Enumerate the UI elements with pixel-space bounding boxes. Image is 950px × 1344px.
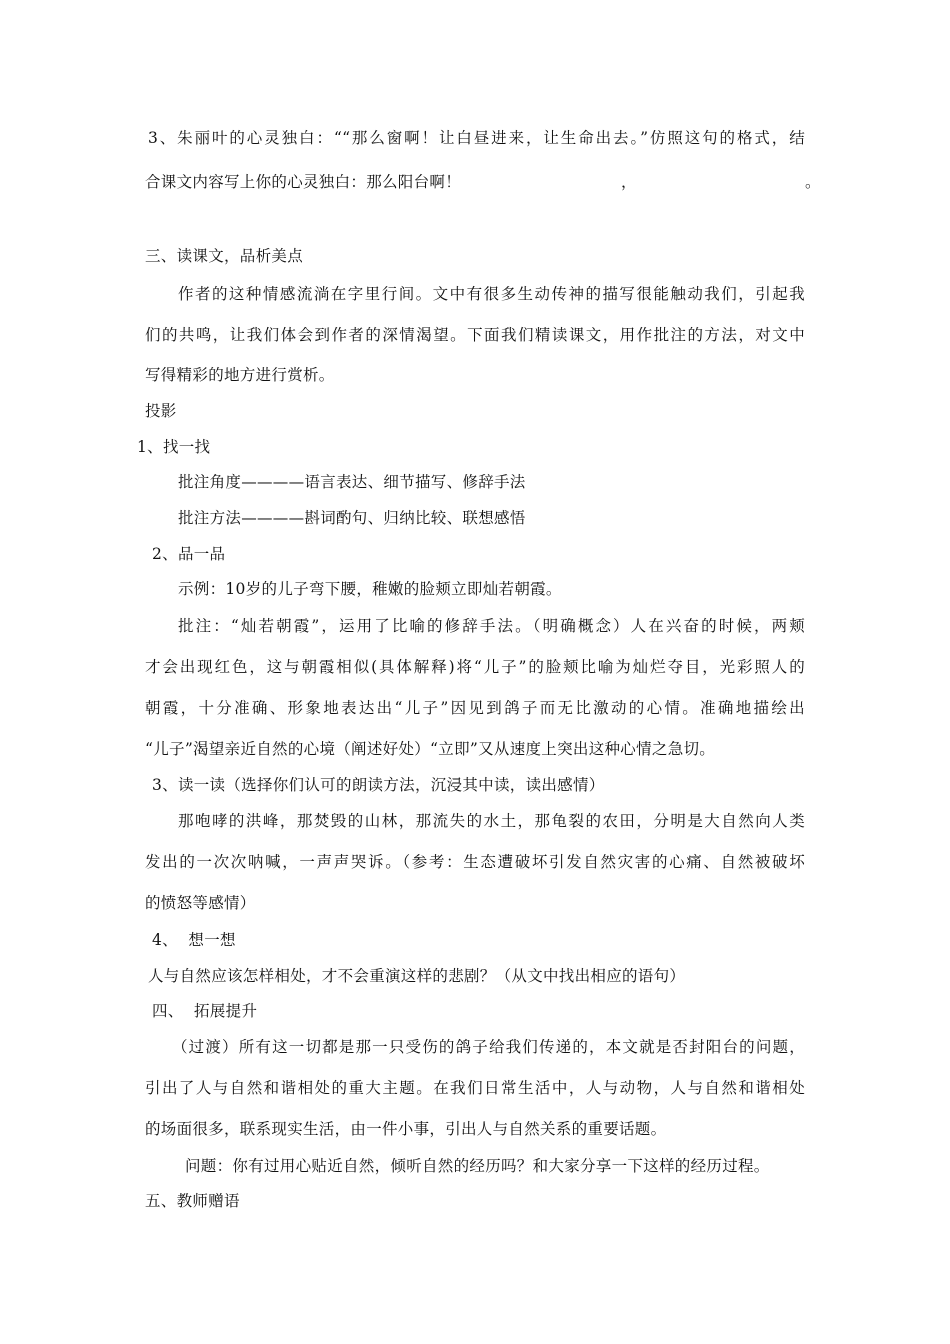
taste-annotation-line-4: “儿子”渴望亲近自然的心境（阐述好处）“立即”又从速度上突出这种心情之急切。 <box>145 740 716 758</box>
read-text-line-3: 的愤怒等感情） <box>145 894 256 912</box>
annotation-angle: 批注角度————语言表达、细节描写、修辞手法 <box>178 473 526 491</box>
question-3-line-1: 3、朱丽叶的心灵独白：““那么窗啊！让白昼进来，让生命出去。”仿照这句的格式，结 <box>148 129 805 147</box>
taste-example: 示例：10岁的儿子弯下腰，稚嫩的脸颊立即灿若朝霞。 <box>178 580 562 598</box>
section-four-line-2: 引出了人与自然和谐相处的重大主题。在我们日常生活中，人与动物，人与自然和谐相处 <box>145 1079 805 1097</box>
section-four-heading: 四、 拓展提升 <box>152 1002 258 1020</box>
question-3-line-2: 合课文内容写上你的心灵独白：那么阳台啊！ <box>145 173 462 191</box>
find-title: 1、找一找 <box>137 438 211 456</box>
question-3-period: 。 <box>805 173 821 191</box>
section-four-question: 问题：你有过用心贴近自然，倾听自然的经历吗？和大家分享一下这样的经历过程。 <box>185 1157 770 1175</box>
annotation-method: 批注方法————斟词酌句、归纳比较、联想感悟 <box>178 509 526 527</box>
intro-line-3: 写得精彩的地方进行赏析。 <box>145 366 335 384</box>
intro-line-2: 们的共鸣，让我们体会到作者的深情渴望。下面我们精读课文，用作批注的方法，对文中 <box>145 326 805 344</box>
taste-annotation-line-1: 批注：“灿若朝霞”，运用了比喻的修辞手法。（明确概念）人在兴奋的时候，两颊 <box>178 617 805 635</box>
think-title: 4、 想一想 <box>152 931 236 949</box>
question-3-comma: ， <box>621 173 637 191</box>
intro-line-1: 作者的这种情感流淌在字里行间。文中有很多生动传神的描写很能触动我们，引起我 <box>178 285 805 303</box>
read-text-line-2: 发出的一次次呐喊，一声声哭诉。（参考：生态遭破坏引发自然灾害的心痛、自然被破坏 <box>145 853 805 871</box>
taste-annotation-line-3: 朝霞，十分准确、形象地表达出“儿子”因见到鸽子而无比激动的心情。准确地描绘出 <box>145 699 805 717</box>
section-five-heading: 五、教师赠语 <box>145 1192 240 1210</box>
read-title: 3、读一读（选择你们认可的朗读方法，沉浸其中读，读出感情） <box>152 776 605 794</box>
projection-label: 投影 <box>145 402 177 420</box>
read-text-line-1: 那咆哮的洪峰，那焚毁的山林，那流失的水土，那龟裂的农田，分明是大自然向人类 <box>178 812 805 830</box>
section-three-heading: 三、读课文，品析美点 <box>145 247 304 265</box>
taste-annotation-line-2: 才会出现红色，这与朝霞相似(具体解释)将“儿子”的脸颊比喻为灿烂夺目，光彩照人的 <box>145 658 805 676</box>
taste-title: 2、品一品 <box>152 545 226 563</box>
think-question: 人与自然应该怎样相处，才不会重演这样的悲剧？（从文中找出相应的语句） <box>148 967 686 985</box>
section-four-line-3: 的场面很多，联系现实生活，由一件小事，引出人与自然关系的重要话题。 <box>145 1120 667 1138</box>
section-four-line-1: （过渡）所有这一切都是那一只受伤的鸽子给我们传递的，本文就是否封阳台的问题， <box>172 1038 805 1056</box>
